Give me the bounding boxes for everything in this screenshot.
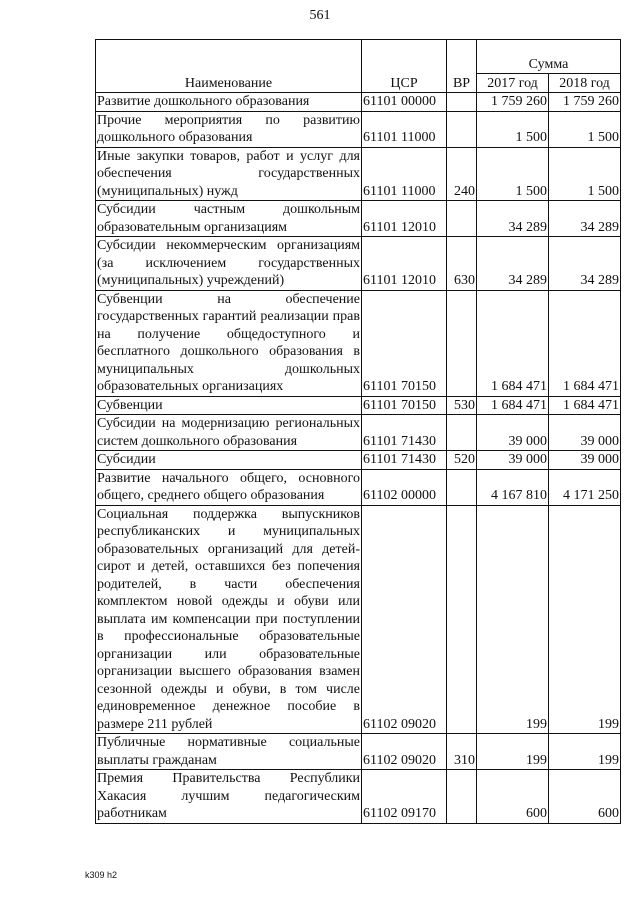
row-sum-2018: 1 500 [549, 111, 621, 147]
row-csr: 61102 09020 [362, 734, 447, 770]
row-vr: 530 [447, 396, 477, 415]
header-year-2018: 2018 год [549, 74, 621, 93]
row-name: Социальная поддержка выпускников республиканских и муниципальных образовательных организаций для детей-сирот и детей, оставшихся без попечения родителей, в части обеспечения комплектом новой одежды и обуви или выплата им компенсации при поступлении в профессиональные образовательные организации или образовательные организации высшего образования взамен сезонной одежды и обуви, в том числе единовременное денежное пособие в размере 211 рублей [97, 506, 360, 732]
row-vr [447, 415, 477, 451]
row-sum-2018: 1 684 471 [549, 290, 621, 396]
row-vr [447, 290, 477, 396]
row-name: Премия Правительства Республики Хакасия лучшим педагогическим работникам [97, 771, 360, 821]
row-vr [447, 201, 477, 237]
row-name: Субсидии некоммерческим организациям (за исключением государственных (муниципальных) учреждений) [97, 238, 360, 288]
row-name: Иные закупки товаров, работ и услуг для обеспечения государственных (муниципальных) нужд [97, 148, 360, 199]
table-row [96, 734, 621, 770]
table-body [96, 93, 621, 824]
row-name: Публичные нормативные социальные выплаты гражданам [97, 735, 360, 768]
row-csr: 61101 12010 [362, 201, 447, 237]
row-vr: 520 [447, 451, 477, 470]
budget-table [95, 39, 621, 824]
row-csr: 61101 11000 [362, 147, 447, 201]
row-sum-2018: 199 [549, 734, 621, 770]
row-sum-2017: 4 167 810 [477, 469, 549, 505]
row-sum-2017: 34 289 [477, 237, 549, 291]
row-sum-2017: 199 [477, 505, 549, 734]
row-csr: 61102 09170 [362, 770, 447, 824]
row-sum-2017: 1 684 471 [477, 290, 549, 396]
row-csr: 61102 09020 [362, 505, 447, 734]
row-vr [447, 505, 477, 734]
row-sum-2018: 39 000 [549, 451, 621, 470]
row-vr [447, 770, 477, 824]
row-vr [447, 469, 477, 505]
table-row [96, 201, 621, 237]
row-sum-2018: 1 759 260 [549, 93, 621, 112]
header-csr: ЦСР [362, 40, 447, 93]
table-header [96, 40, 621, 93]
table-row [96, 469, 621, 505]
row-vr: 310 [447, 734, 477, 770]
row-sum-2018: 199 [549, 505, 621, 734]
row-csr: 61102 00000 [362, 469, 447, 505]
row-name: Субвенции на обеспечение государственных гарантий реализации прав на получение общедоступного и бесплатного дошкольного образования в муниципальных дошкольных образовательных организациях [97, 291, 360, 394]
header-sum: Сумма [477, 40, 621, 74]
row-sum-2018: 1 684 471 [549, 396, 621, 415]
row-vr: 240 [447, 147, 477, 201]
row-sum-2018: 39 000 [549, 415, 621, 451]
row-sum-2018: 4 171 250 [549, 469, 621, 505]
row-sum-2017: 34 289 [477, 201, 549, 237]
row-name: Прочие мероприятия по развитию дошкольного образования [97, 112, 360, 145]
header-year-2017: 2017 год [477, 74, 549, 93]
row-name: Субсидии частным дошкольным образовательным организациям [97, 202, 360, 235]
row-name: Субсидии на модернизацию региональных систем дошкольного образования [97, 416, 360, 449]
row-vr [447, 111, 477, 147]
row-csr: 61101 70150 [362, 290, 447, 396]
row-sum-2017: 600 [477, 770, 549, 824]
row-sum-2017: 1 684 471 [477, 396, 549, 415]
table-row [96, 415, 621, 451]
table-row [96, 237, 621, 291]
header-vr: ВР [447, 40, 477, 93]
row-vr [447, 93, 477, 112]
row-csr: 61101 11000 [362, 111, 447, 147]
row-sum-2017: 39 000 [477, 451, 549, 470]
page-number: 561 [309, 8, 331, 23]
row-csr: 61101 70150 [362, 396, 447, 415]
row-csr: 61101 71430 [362, 451, 447, 470]
row-csr: 61101 71430 [362, 415, 447, 451]
row-sum-2017: 199 [477, 734, 549, 770]
header-name: Наименование [96, 40, 362, 93]
table-row [96, 147, 621, 201]
row-vr: 630 [447, 237, 477, 291]
table-row [96, 396, 621, 415]
row-sum-2018: 34 289 [549, 237, 621, 291]
row-csr: 61101 12010 [362, 237, 447, 291]
footer-code: k309 h2 [85, 870, 118, 880]
row-name: Развитие начального общего, основного общего, среднего общего образования [97, 470, 360, 503]
table-row [96, 451, 621, 470]
table-row [96, 505, 621, 734]
row-sum-2017: 1 500 [477, 111, 549, 147]
table-row [96, 290, 621, 396]
row-sum-2017: 39 000 [477, 415, 549, 451]
row-sum-2018: 34 289 [549, 201, 621, 237]
table-row [96, 93, 621, 112]
row-csr: 61101 00000 [362, 93, 447, 112]
row-sum-2017: 1 759 260 [477, 93, 549, 112]
row-sum-2017: 1 500 [477, 147, 549, 201]
row-name: Субвенции [96, 396, 362, 415]
row-name: Субсидии [96, 451, 362, 470]
row-sum-2018: 1 500 [549, 147, 621, 201]
row-sum-2018: 600 [549, 770, 621, 824]
table-row [96, 111, 621, 147]
row-name: Развитие дошкольного образования [96, 93, 362, 112]
table-row [96, 770, 621, 824]
